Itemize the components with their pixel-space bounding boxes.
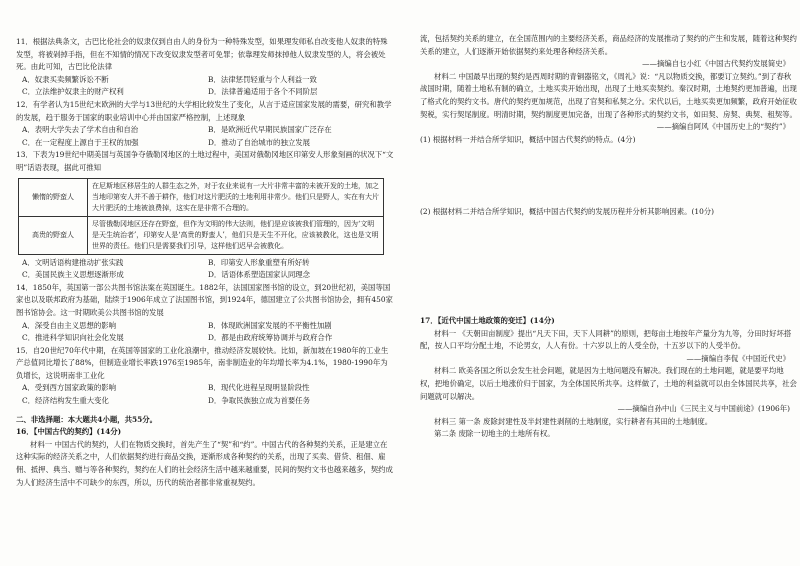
question-11: 11．根据法典条文，古巴比伦社会的奴隶仅到自由人的身份为一种特殊发型，如果理发师私自改变他人奴隶的特殊发型，将被剁掉手指，但在不知情的情况下改变奴隶发型者可免罪；依靠理发师抹掉他人奴隶发型的人，将会被处死。由此可知，古巴比伦法律 xyxy=(16,37,388,72)
option: C．经济结构发生重大变化 xyxy=(22,396,109,406)
question-16-part-2: (2) 根据材料二并结合所学知识，概括中国古代契约的发展历程并分析其影响因素。(10分) xyxy=(420,207,715,217)
right-column xyxy=(420,33,798,441)
question-16-material-1: 材料一 中国古代的契约，人们在物质交换时，首先产生了“契”和“约”。中国古代的各种契约关系，正是建立在这种实际的经济关系之中，人们依据契约进行商品交换，逐渐形成各种契约的关系，出现了买卖、借贷、租佃、雇佣、抵押、典当、赠与等各种契约，契约在人们的社会经济生活中越来越重要，民间的契约文书也越来越多，契约成为人们经济生活中不可缺少的东西，所以，历代的统治者都非常重视契约。 xyxy=(16,439,393,487)
option: D．法律普遍适用于各个不同阶层 xyxy=(208,87,318,97)
question-12: 12．有学者认为15世纪末欧洲的大学与13世纪的大学相比较发生了变化，从言于适应国家发展的需要，研究和教学的发展，趋于服务于国家的职业培训中心并由国家严格控制，上述现象 xyxy=(16,99,392,122)
source-citation: ——摘编自阿风《中国历史上的“契约”》 xyxy=(656,122,790,132)
question-17-title: 17．【近代中国土地政策的变迁】(14分) xyxy=(420,315,555,325)
option: B．法律惩罚轻重与个人利益一致 xyxy=(208,74,317,84)
option: A．文明话语构建推动扩张实践 xyxy=(22,257,124,267)
question-14-options xyxy=(16,320,394,345)
option: A．深受自由主义思想的影响 xyxy=(22,320,117,330)
option: B．是欧洲近代早期民族国家广泛存在 xyxy=(208,125,332,135)
option: D．都是由政府统筹协调并与政府合作 xyxy=(208,333,333,343)
question-16-part-1: (1) 根据材料一并结合所学知识，概括中国古代契约的特点。(4分) xyxy=(420,134,636,144)
source-citation: ——摘编自李侃《中国近代史》 xyxy=(686,353,790,363)
option: B．印第安人形象重塑有所好转 xyxy=(208,257,310,267)
material-continuation: 流，包括契约关系的建立，在全国范围内的主要经济关系，商品经济的发展推动了契约的产生和发展，随着这种契约关系的建立，人们逐渐开始依据契约来处理各种经济关系。 xyxy=(420,34,797,56)
question-14: 14．1850年，英国第一部公共图书馆法案在英国诞生。1882年，法国国家图书馆的设立，到20世纪初，美国等国家也以及联邦政府为基础，陆续于1906年成立了法国图书馆，到1924年，德国建立了公共图书馆协会，拥有450家图书馆协会。这一时期欧美公共图书馆的发展 xyxy=(16,282,393,317)
question-13-table xyxy=(18,178,384,255)
option: C．美国民族主义思想逐渐形成 xyxy=(22,270,124,280)
question-15: 15．自20世纪70年代中期，在英国等国家的工业化浪潮中，推动经济发展较快。比如，新加坡在1980年的工业生产总值同比增长了88%，但制造业增长率跌1976至1985年，南非制造业的年均增长率为4.1%，1980-1990年为负增长，这说明南非工业化 xyxy=(16,345,389,380)
question-11-options xyxy=(16,74,394,99)
question-16-material-2: 材料二 中国最早出现的契约是西周时期的青铜器铭文，《周礼》说：“凡以物质交换，都要订立契约。”到了春秋战国时期，随着土地私有制的确立，土地买卖开始出现，出现了土地买卖契约。秦汉时期，土地契约更加普遍，出现了格式化的契约文书。唐代的契约更加规范，出现了官契和私契之分。宋代以后，土地买卖更加频繁，政府开始征收契税，实行契尾制度。明清时期，契约制度更加完备，出现了各种形式的契约文书，如田契、房契、典契、租契等。 xyxy=(420,71,797,119)
option: B．现代化进程呈现明显阶段性 xyxy=(208,383,310,393)
question-17-material-2: 材料二 欧美各国之所以会发生社会问题，就是因为土地问题没有解决。我们现在的土地问题，就是要平均地权，把地价确定，以后土地涨价归于国家，为全体国民所共享。这样做了，土地的利益就可以由全体国民共享，社会问题就可以解决。 xyxy=(420,366,797,401)
question-15-options xyxy=(16,382,394,407)
section-heading: 二、非选择题：本大题共4小题，共55分。 xyxy=(16,414,158,424)
table-label: 懒惰的野蛮人 xyxy=(19,178,88,216)
option: A．奴隶买卖频繁诉讼不断 xyxy=(22,74,109,84)
table-row xyxy=(19,178,384,216)
option: C．推进科学知识向社会化发展 xyxy=(22,333,124,343)
table-cell: 在尼斯地区移居生的人群生态之外，对于农业来说有一大片非常丰富的未被开发的土地，加之当地印第安人并不善于耕作，他们对这片肥沃的土地利用非常少。他们只是野人，实在有大片大片肥沃的土地被浪费掉，这实在是非常不合理的。 xyxy=(88,178,384,216)
question-12-options xyxy=(16,124,394,149)
table-row xyxy=(19,216,384,254)
question-16-title: 16．【中国古代的契约】(14分) xyxy=(16,427,122,437)
option: D．推动了自治城市的独立发展 xyxy=(208,137,311,147)
question-17-material-3b: 第二条 废除一切地主的土地所有权。 xyxy=(434,429,555,439)
question-13-options xyxy=(16,257,394,282)
question-17-material-3: 材料三 第一条 废除封建性及半封建性剥削的土地制度，实行耕者有其田的土地制度。 xyxy=(434,416,713,426)
table-cell: 尽管俄勒冈地区还存在野蛮，但作为文明的伟大法则，他们是应该被我们管理的，因为‘文明是天生统治者’，印第安人是‘高贵的野蛮人’，他们只是天生不开化，应该被教化，这也是文明世界的责任。他们只是需要我们引导，这样他们迟早会被教化。 xyxy=(88,216,384,254)
option: D．争取民族独立成为首要任务 xyxy=(208,396,311,406)
option: A．表明大学失去了学术自由和自治 xyxy=(22,125,139,135)
answer-space xyxy=(420,146,798,206)
question-13: 13．下表为19世纪中期美国与英国争夺俄勒冈地区的土地过程中，美国对俄勒冈地区印第安人形象刻画的状况下“文明”话语表现，据此可推知 xyxy=(16,150,394,172)
source-citation: ——摘编自孙中山《三民主义与中国前途》(1906年) xyxy=(617,404,790,414)
option: D．话语体系塑造国家认同理念 xyxy=(208,270,311,280)
left-column xyxy=(16,36,394,489)
option: A．受到西方国家政策的影响 xyxy=(22,383,117,393)
table-label: 高贵的野蛮人 xyxy=(19,216,88,254)
option: C．在一定程度上源自于王权的加强 xyxy=(22,137,139,147)
source-citation: ——摘编自乜小红《中国古代契约发展简史》 xyxy=(642,59,790,69)
question-17-material-1: 材料一 《天朝田亩制度》提出“凡天下田，天下人同耕”的原则，把每亩土地按年产量分为九等，分田时好坏搭配，按人口平均分配土地，不论男女，人人有份。十六岁以上的人受全份，十五岁以下的人受半份。 xyxy=(420,328,792,351)
answer-space xyxy=(420,219,798,315)
option: C．立法维护奴隶主的财产权利 xyxy=(22,87,124,97)
option: B．体现欧洲国家发展的不平衡性加剧 xyxy=(208,320,332,330)
